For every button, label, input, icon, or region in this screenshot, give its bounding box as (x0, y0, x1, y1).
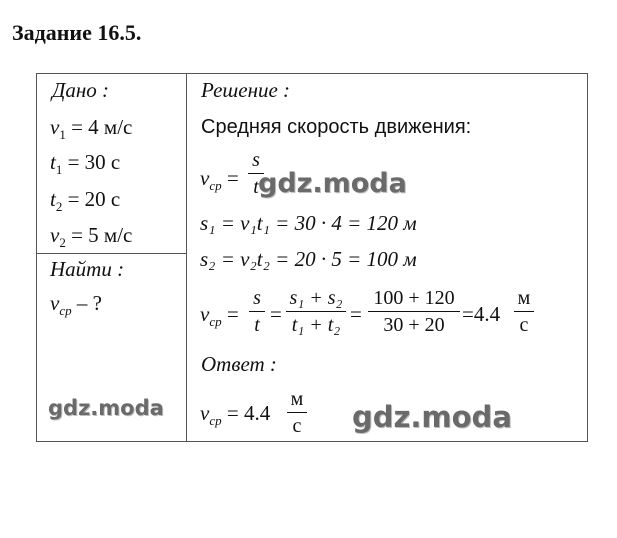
page-title: Задание 16.5. (12, 20, 142, 45)
answer-unit: м с (287, 389, 307, 436)
watermark: gdz.moda (48, 396, 164, 420)
watermark: gdz.moda (352, 400, 512, 434)
fraction-s-over-t: s t (248, 150, 264, 197)
find-label: Найти : (50, 257, 125, 281)
given-t2: $t_2 = 20$ с (50, 187, 121, 214)
watermark: gdz.moda (258, 168, 407, 199)
given-find-divider (36, 253, 187, 254)
answer-expression: $v_{ср} = 4.4$ (200, 401, 271, 428)
fraction-s-over-t-2: s t (249, 288, 265, 335)
formula-s2: s₂ = v₂t₂ = 20 · 5 = 100 м (200, 247, 417, 271)
result-value: =4.4 (462, 302, 501, 326)
equals-sign: = (270, 302, 282, 326)
equals-sign: = (350, 302, 362, 326)
given-t1: $t_1 = 30$ с (50, 150, 121, 177)
solution-label: Решение : (201, 78, 291, 102)
given-v1: $v_1 = 4$ м/с (50, 115, 133, 142)
solution-intro: Средняя скорость движения: (201, 116, 472, 138)
fraction-sum-s-over-sum-t: s₁ + s₂ t₁ + t₂ (286, 288, 346, 335)
column-divider (186, 73, 187, 442)
find-expression: $v_{ср}$ – ? (50, 291, 102, 318)
answer-label: Ответ : (201, 352, 277, 376)
formula-average-speed: $v_{ср}$ = (200, 166, 239, 193)
given-label: Дано : (52, 78, 110, 102)
formula-s1: s₁ = v₁t₁ = 30 · 4 = 120 м (200, 211, 417, 235)
formula-final-lhs: $v_{ср}$ = (200, 302, 239, 329)
unit-m-per-s: м с (514, 288, 534, 335)
given-v2: $v_2 = 5$ м/с (50, 223, 133, 250)
fraction-numeric: 100 + 120 30 + 20 (368, 288, 460, 335)
